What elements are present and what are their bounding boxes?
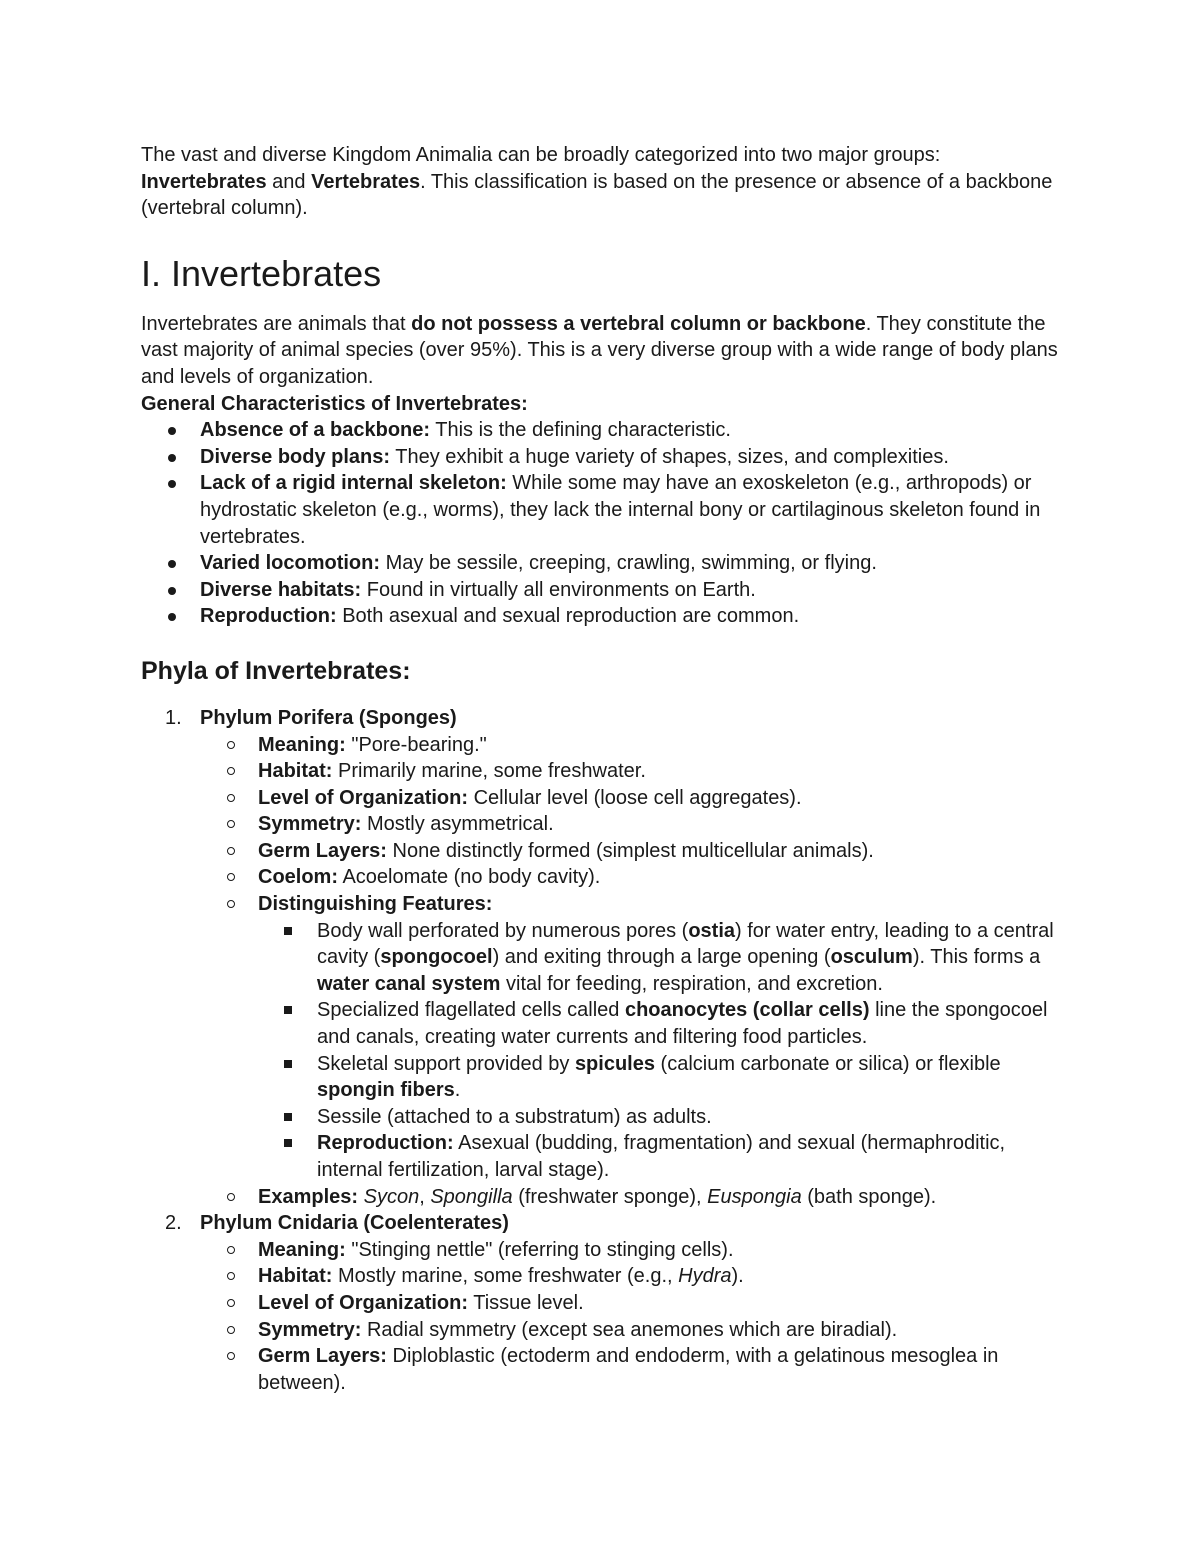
list-item: Habitat: Mostly marine, some freshwater (e.g., Hydra). [200,1263,1071,1290]
definition-paragraph: Invertebrates are animals that do not possess a vertebral column or backbone. They constitute the vast majority of animal species (over 95%). This is a very diverse group with a wide range of body plans and levels of organization. [141,312,1058,388]
list-item: Level of Organization: Cellular level (loose cell aggregates). [200,785,1071,812]
examples: Examples: Sycon, Spongilla (freshwater sponge), Euspongia (bath sponge). [200,1184,1071,1211]
list-item: Meaning: "Pore-bearing." [200,732,1071,759]
list-item: Germ Layers: Diploblastic (ectoderm and endoderm, with a gelatinous mesoglea in between). [200,1343,1071,1396]
list-item: Symmetry: Radial symmetry (except sea anemones which are biradial). [200,1317,1071,1344]
list-item: Skeletal support provided by spicules (calcium carbonate or silica) or flexible spongin fibers. [258,1051,1071,1104]
list-item: Symmetry: Mostly asymmetrical. [200,811,1071,838]
list-item: Absence of a backbone: This is the defining characteristic. [141,417,1071,444]
list-item: Reproduction: Asexual (budding, fragmentation) and sexual (hermaphroditic, internal fertilization, larval stage). [258,1130,1071,1183]
list-item: Sessile (attached to a substratum) as adults. [258,1104,1071,1131]
general-characteristics-heading: General Characteristics of Invertebrates: [141,392,528,415]
features-list [258,918,1071,1184]
list-item: Diverse habitats: Found in virtually all environments on Earth. [141,577,1071,604]
phyla-heading: Phyla of Invertebrates: [141,656,411,685]
phylum-cnidaria [141,1210,1071,1396]
phyla-list [141,705,1071,1396]
list-item: Diverse body plans: They exhibit a huge variety of shapes, sizes, and complexities. [141,444,1071,471]
characteristics-list [141,417,1071,630]
list-number: 2. [165,1212,182,1235]
cnidaria-attributes [200,1237,1071,1397]
list-item: Reproduction: Both asexual and sexual reproduction are common. [141,603,1071,630]
document-content [141,142,1071,1396]
phylum-title: Phylum Cnidaria (Coelenterates) [200,1212,509,1235]
porifera-attributes [200,732,1071,1211]
list-number: 1. [165,706,182,729]
list-item: Body wall perforated by numerous pores (ostia) for water entry, leading to a central cavity (spongocoel) and exiting through a large opening (osculum). This forms a water canal system vital for feeding, respiration, and excretion. [258,918,1071,998]
list-item: Meaning: "Stinging nettle" (referring to stinging cells). [200,1237,1071,1264]
phylum-porifera [141,705,1071,1210]
section-title: I. Invertebrates [141,252,382,294]
list-item: Specialized flagellated cells called choanocytes (collar cells) line the spongocoel and canals, creating water currents and filtering food particles. [258,997,1071,1050]
list-item: Varied locomotion: May be sessile, creeping, crawling, swimming, or flying. [141,550,1071,577]
list-item: Lack of a rigid internal skeleton: While some may have an exoskeleton (e.g., arthropods) or hydrostatic skeleton (e.g., worms), they lack the internal bony or cartilaginous skeleton found in vertebrates. [141,470,1071,550]
list-item: Germ Layers: None distinctly formed (simplest multicellular animals). [200,838,1071,865]
list-item: Coelom: Acoelomate (no body cavity). [200,864,1071,891]
distinguishing-features: Distinguishing Features: Body wall perforated by numerous pores (ostia) for water entry, leading to a central cavity (spongocoel) and exiting through a large opening (osculum). This forms a water canal system vital for feeding, respiration, and excretion. Specialized flagellated cells called choanocytes (collar cells) line the spongocoel and canals, creating water currents and filtering food particles. Skeletal support provided by spicules (calcium carbonate or silica) or flexible spongin fibers. Sessile (attached to a substratum) as adults. Reproduction: Asexual (budding, fragmentation) and sexual (hermaphroditic, internal fertilization, larval stage). [200,891,1071,1184]
phylum-title: Phylum Porifera (Sponges) [200,706,457,729]
intro-paragraph: The vast and diverse Kingdom Animalia can be broadly categorized into two major groups: Invertebrates and Vertebrates. This classification is based on the presence or absence of a backbone (vertebral column). [141,144,1053,220]
list-item: Level of Organization: Tissue level. [200,1290,1071,1317]
list-item: Habitat: Primarily marine, some freshwater. [200,758,1071,785]
